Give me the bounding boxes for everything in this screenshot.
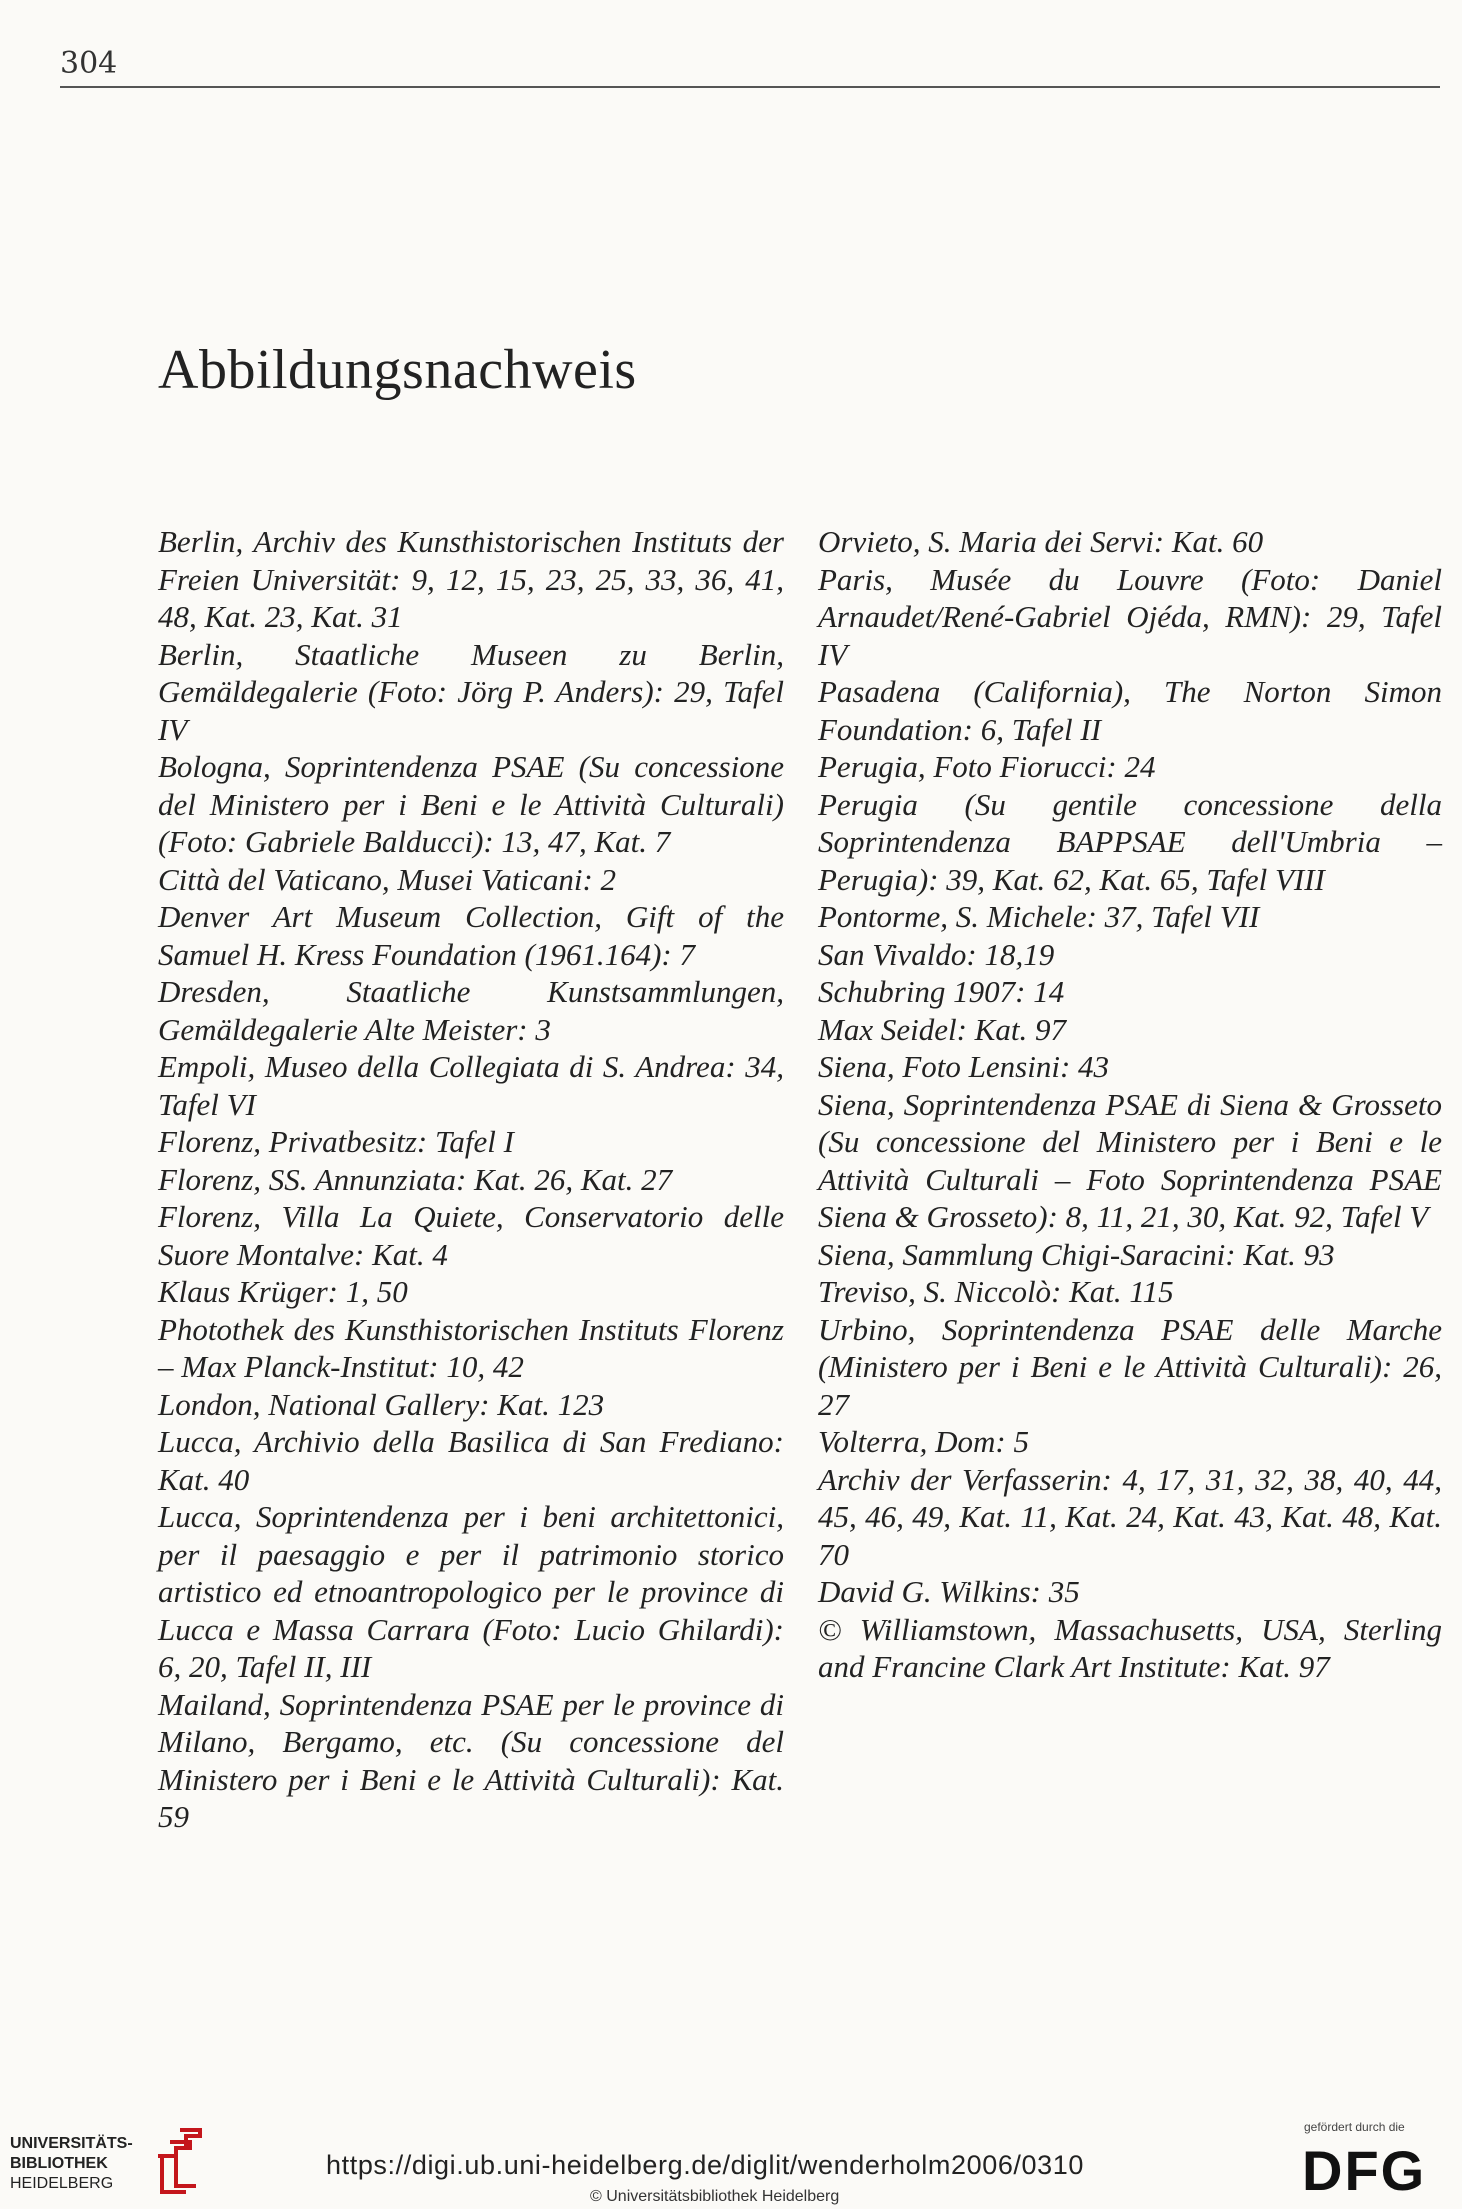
credit-entry: Klaus Krüger: 1, 50 (158, 1274, 408, 1309)
library-logo-mark-icon (150, 2126, 204, 2196)
credit-entry: Siena, Foto Lensini: 43 (818, 1049, 1110, 1084)
credits-left-column (158, 523, 784, 1836)
credit-entry: Photothek des Kunsthistorischen Instituts Florenz – Max Planck-Institut: 10, 42 (158, 1311, 784, 1384)
footer-permalink[interactable]: https://digi.ub.uni-heidelberg.de/diglit/wenderholm2006/0310 (326, 2150, 1084, 2180)
credit-entry: Archiv der Verfasserin: 4, 17, 31, 32, 38, 40, 44, 45, 46, 49, Kat. 11, Kat. 24, Kat. 43, Kat. 48, Kat. 70 (818, 1461, 1442, 1572)
credit-entry: London, National Gallery: Kat. 123 (158, 1386, 605, 1422)
credit-entry: Lucca, Soprintendenza per i beni architettonici, per il paesaggio e per il patrimonio storico artistico ed etnoantropologico per le province di Lucca e Massa Carrara (Foto: Lucio Ghilardi): 6, 20, Tafel II, III (158, 1499, 784, 1684)
credit-entry: Florenz, Privatbesitz: Tafel I (158, 1124, 514, 1159)
library-name-line2: BIBLIOTHEK (10, 2155, 108, 2172)
dfg-logo: DFG (1302, 2139, 1427, 2202)
library-name-line3: HEIDELBERG (10, 2175, 114, 2192)
credit-entry: Mailand, Soprintendenza PSAE per le province di Milano, Bergamo, etc. (Su concessione del Ministero per i Beni e le Attività Culturali): Kat. 59 (158, 1686, 784, 1834)
credit-entry: Berlin, Archiv des Kunsthistorischen Instituts der Freien Universität: 9, 12, 15, 23, 25, 33, 36, 41, 48, Kat. 23, Kat. 31 (158, 524, 784, 634)
credit-entry: © Williamstown, Massachusetts, USA, Sterling and Francine Clark Art Institute: Kat. 97 (818, 1611, 1442, 1684)
credit-entry: Volterra, Dom: 5 (818, 1424, 1029, 1459)
credit-entry: Dresden, Staatliche Kunstsammlungen, Gemäldegalerie Alte Meister: 3 (158, 974, 784, 1047)
credit-entry: Urbino, Soprintendenza PSAE delle Marche (Ministero per i Beni e le Attività Culturali): 26, 27 (818, 1311, 1442, 1422)
credit-entry: Max Seidel: Kat. 97 (818, 1011, 1066, 1047)
credit-entry: Perugia, Foto Fiorucci: 24 (818, 749, 1156, 784)
credit-entry: Perugia (Su gentile concessione della Soprintendenza BAPPSAE dell'Umbria – Perugia): 39, Kat. 62, Kat. 65, Tafel VIII (818, 786, 1442, 897)
credit-entry: Schubring 1907: 14 (818, 974, 1065, 1009)
funding-note: gefördert durch die (1304, 2120, 1405, 2134)
credit-entry: Siena, Soprintendenza PSAE di Siena & Grosseto (Su concessione del Ministero per i Beni e le Attività Culturali – Foto Soprintendenza PSAE Siena & Grosseto): 8, 11, 21, 30, Kat. 92, Tafel V (818, 1086, 1442, 1234)
credit-entry: Empoli, Museo della Collegiata di S. Andrea: 34, Tafel VI (158, 1049, 784, 1122)
credit-entry: Berlin, Staatliche Museen zu Berlin, Gemäldegalerie (Foto: Jörg P. Anders): 29, Tafel IV (158, 636, 784, 747)
credit-entry: Città del Vaticano, Musei Vaticani: 2 (158, 861, 617, 897)
library-name-line1: UNIVERSITÄTS- (10, 2135, 133, 2152)
credit-entry: Florenz, SS. Annunziata: Kat. 26, Kat. 27 (158, 1161, 673, 1197)
credit-entry: David G. Wilkins: 35 (818, 1574, 1080, 1609)
credit-entry: Pasadena (California), The Norton Simon Foundation: 6, Tafel II (818, 674, 1442, 747)
credit-entry: Orvieto, S. Maria dei Servi: Kat. 60 (818, 524, 1264, 559)
credit-entry: Siena, Sammlung Chigi-Saracini: Kat. 93 (818, 1236, 1335, 1272)
page-title: Abbildungsnachweis (158, 339, 637, 401)
credit-entry: Denver Art Museum Collection, Gift of the Samuel H. Kress Foundation (1961.164): 7 (158, 899, 784, 972)
credit-entry: Bologna, Soprintendenza PSAE (Su concessione del Ministero per i Beni e le Attività Culturali) (Foto: Gabriele Balducci): 13, 47, Kat. 7 (158, 749, 784, 859)
credits-right-column (818, 523, 1442, 1686)
credit-entry: Lucca, Archivio della Basilica di San Frediano: Kat. 40 (158, 1424, 784, 1497)
credit-entry: Treviso, S. Niccolò: Kat. 115 (818, 1274, 1174, 1309)
footer-copyright: © Universitätsbibliothek Heidelberg (590, 2188, 840, 2205)
header-rule (60, 86, 1440, 88)
credit-entry: Pontorme, S. Michele: 37, Tafel VII (818, 899, 1260, 934)
credit-entry: Florenz, Villa La Quiete, Conservatorio delle Suore Montalve: Kat. 4 (158, 1199, 784, 1272)
library-logo-text (10, 2134, 133, 2194)
page-number: 304 (60, 46, 118, 81)
credit-entry: San Vivaldo: 18,19 (818, 936, 1055, 972)
credit-entry: Paris, Musée du Louvre (Foto: Daniel Arnaudet/René-Gabriel Ojéda, RMN): 29, Tafel IV (818, 561, 1442, 672)
